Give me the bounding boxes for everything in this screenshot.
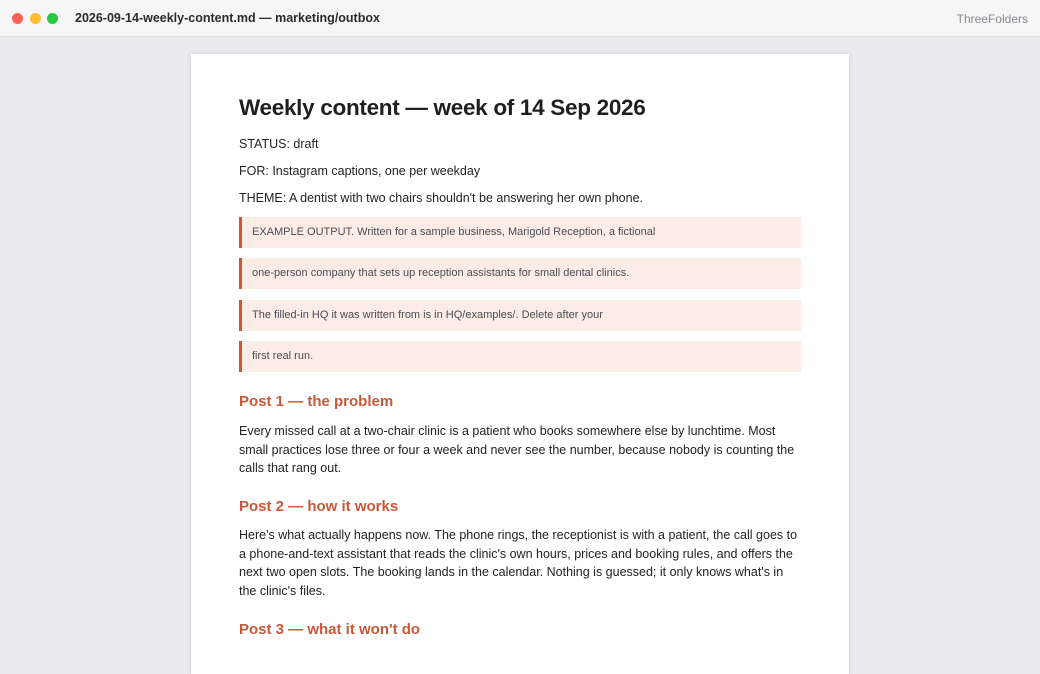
minimize-window-button[interactable] <box>30 13 41 24</box>
post-1-title: Post 1 — the problem <box>239 393 394 410</box>
close-window-button[interactable] <box>12 13 23 24</box>
theme-line: THEME: A dentist with two chairs shouldn't be answering her own phone. <box>239 191 643 205</box>
post-2-body: Here's what actually happens now. The phone rings, the receptionist is with a patient, the call goes to a phone-and-text assistant that reads the clinic's own hours, prices and booking rules, and offers the next two open slots. The booking lands in the calendar. Nothing is guessed; it only knows what's in the clinic's files. <box>239 528 798 598</box>
callout-line: EXAMPLE OUTPUT. Written for a sample business, Marigold Reception, a fictional <box>239 217 801 248</box>
window-title: 2026-09-14-weekly-content.md — marketing/outbox <box>75 11 380 25</box>
status-line: STATUS: draft <box>239 137 319 151</box>
window-titlebar <box>0 0 1040 37</box>
zoom-window-button[interactable] <box>47 13 58 24</box>
document-page[interactable] <box>191 54 849 674</box>
callout-line: one-person company that sets up reception assistants for small dental clinics. <box>239 258 801 289</box>
document-heading: Weekly content — week of 14 Sep 2026 <box>239 95 646 120</box>
for-line: FOR: Instagram captions, one per weekday <box>239 164 481 178</box>
app-name: ThreeFolders <box>956 12 1028 26</box>
callout-line: The filled-in HQ it was written from is in HQ/examples/. Delete after your <box>239 300 801 331</box>
post-3-title: Post 3 — what it won't do <box>239 621 421 638</box>
post-1-body: Every missed call at a two-chair clinic is a patient who books somewhere else by lunchtime. Most small practices lose three or four a week and never see the number, because nobody is counting the calls that rang out. <box>239 424 795 475</box>
callout-line: first real run. <box>239 341 801 372</box>
post-2-title: Post 2 — how it works <box>239 498 399 515</box>
